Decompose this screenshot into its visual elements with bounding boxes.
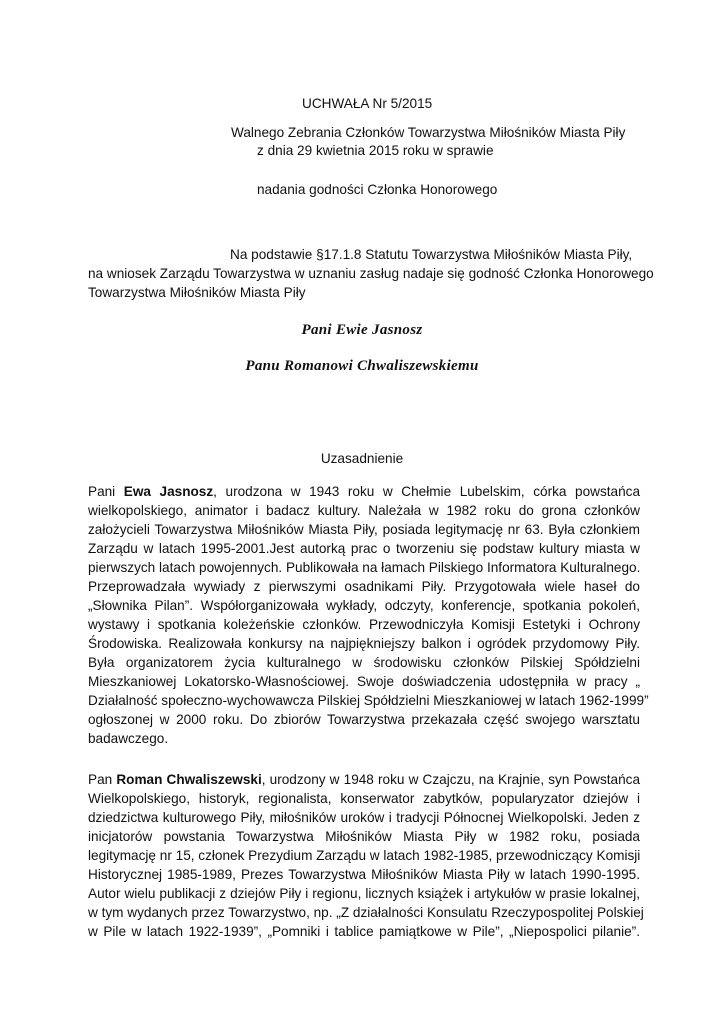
resolution-line-1: Na podstawie §17.1.8 Statutu Towarzystwa Miłośników Miasta Piły,: [230, 247, 633, 262]
header-line-2: z dnia 29 kwietnia 2015 roku w sprawie: [257, 143, 494, 158]
ewa-name: Ewa Jasnosz: [123, 484, 214, 499]
ewa-line: wystawy i spotkania koleżeńskie członków. Przewodniczyła Komisji Estetyki i Ochrony: [88, 617, 640, 632]
roman-line: Wielkopolskiego, historyk, regionalista, konserwator zabytków, popularyzator dziejów i: [88, 791, 640, 806]
ewa-line: wielkopolskiego, animator i badacz kultury. Należała w 1982 roku do grona członków: [88, 503, 640, 518]
roman-line: Autor wielu publikacji z dziejów Piły i regionu, licznych książek i artykułów w prasie lokalnej,: [88, 886, 640, 901]
ewa-line: „Słownika Pilan”. Współorganizowała wykłady, odczyty, konferencje, spotkania pokoleń,: [88, 598, 640, 613]
ewa-line: Była organizatorem życia kulturalnego w środowisku członków Pilskiej Spółdzielni: [88, 655, 640, 670]
ewa-line: Przeprowadzała wywiady z pierwszymi osadnikami Piły. Przygotowała wiele haseł do: [88, 579, 640, 594]
roman-line: w tym wydanych przez Towarzystwo, np. „Z działalności Konsulatu Rzeczypospolitej Polskiej: [88, 905, 644, 920]
roman-line: Historycznej 1985-1989, Prezes Towarzystwa Miłośników Miasta Piły w latach 1990-1995.: [88, 867, 640, 882]
recipient-roman: Panu Romanowi Chwaliszewskiemu: [245, 358, 479, 374]
roman-line: dziedzictwa kulturowego Piły, miłośników uroków i tradycji Północnej Wielkopolski. Jeden z: [88, 810, 640, 825]
roman-line: inicjatorów powstania Towarzystwa Miłośników Miasta Piły w 1982 roku, posiada: [88, 829, 640, 844]
header-line-1: Walnego Zebrania Członków Towarzystwa Miłośników Miasta Piły: [231, 125, 626, 140]
recipient-ewa: Pani Ewie Jasnosz: [301, 322, 423, 338]
roman-name: Roman Chwaliszewski: [116, 772, 262, 787]
resolution-line-2: na wniosek Zarządu Towarzystwa w uznaniu zasług nadaje się godność Członka Honorowego: [88, 266, 654, 281]
document-title: UCHWAŁA Nr 5/2015: [302, 96, 433, 111]
ewa-line-1: Pani Ewa Jasnosz, urodzona w 1943 roku w Chełmie Lubelskim, córka powstańca: [88, 484, 641, 499]
ewa-line: badawczego.: [88, 731, 169, 746]
resolution-line-3: Towarzystwa Miłośników Miasta Piły: [88, 285, 306, 300]
roman-line: legitymację nr 15, członek Prezydium Zarządu w latach 1982-1985, przewodniczący Komisji: [88, 848, 641, 863]
ewa-line: ogłoszonej w 2000 roku. Do zbiorów Towarzystwa przekazała część swojego warsztatu: [88, 712, 640, 727]
ewa-line: pierwszych latach powojennych. Publikowała na łamach Pilskiego Informatora Kulturalnego.: [88, 560, 641, 575]
ewa-line: Zarządu w latach 1995-2001.Jest autorką prac o tworzeniu się podstaw kultury miasta w: [88, 541, 640, 556]
roman-line: w Pile w latach 1922-1939”, „Pomniki i tablice pamiątkowe w Pile”, „Niepospolici pilanie”.: [88, 924, 640, 939]
ewa-line: Mieszkaniowej Lokatorsko-Własnościowej. Swoje doświadczenia udostępniła w pracy „: [88, 674, 640, 689]
ewa-line: Środowiska. Realizowała konkursy na najpiękniejszy balkon i ogródek przydomowy Piły.: [88, 636, 640, 651]
justification-heading: Uzasadnienie: [320, 451, 404, 466]
roman-line-1: Pan Roman Chwaliszewski, urodzony w 1948 roku w Czajczu, na Krajnie, syn Powstańca: [88, 772, 641, 787]
ewa-line: założycieli Towarzystwa Miłośników Miasta Piły, posiada legitymację nr 63. Była członkiem: [88, 522, 640, 537]
resolution-subject: nadania godności Członka Honorowego: [257, 182, 498, 197]
ewa-line: Działalność społeczno-wychowawcza Pilskiej Spółdzielni Mieszkaniowej w latach 1962-1999”: [88, 693, 649, 708]
